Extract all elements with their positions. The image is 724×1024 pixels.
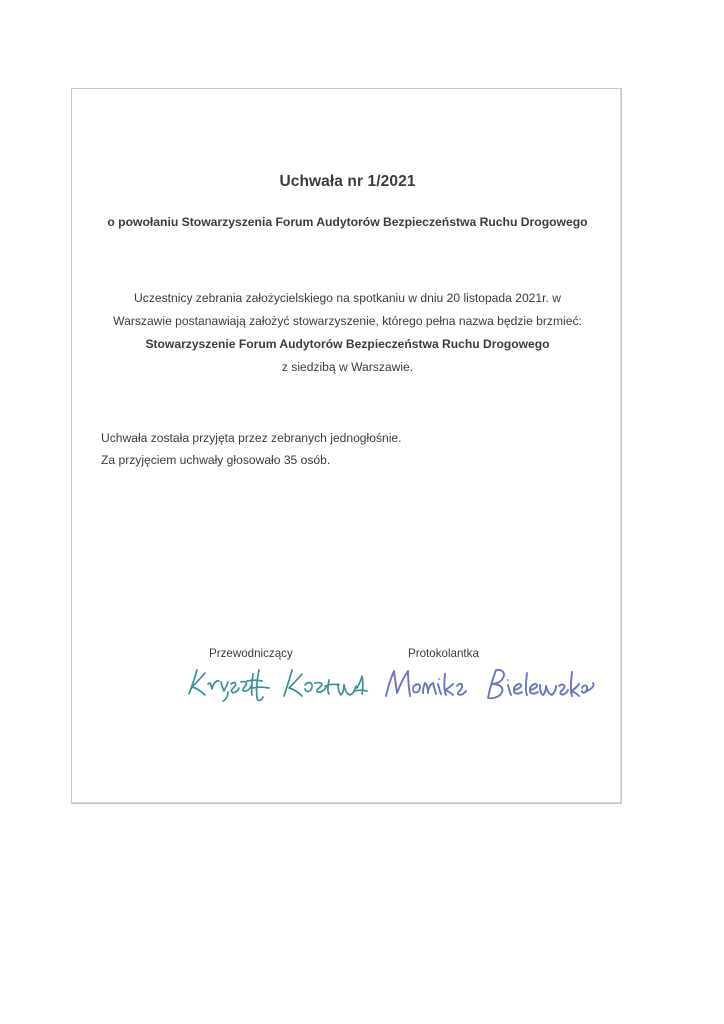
signature-block [72,646,623,756]
document-header [72,172,623,231]
vote-count-line: Za przyjęciem uchwały głosowało 35 osób. [101,453,331,467]
body-line: Warszawie postanawiają założyć stowarzyszenie, którego pełna nazwa będzie brzmieć: [113,314,582,328]
adoption-line: Uchwała została przyjęta przez zebranych jednogłośnie. [101,431,402,445]
adoption-statement-paragraph [101,427,601,471]
signature-role-label-chairman: Przewodniczący [209,647,293,660]
signature-group-clerk [408,646,479,662]
resolution-body-paragraph [72,287,623,379]
document-title: Uchwała nr 1/2021 [279,173,416,190]
association-name-line: Stowarzyszenie Forum Audytorów Bezpieczeństwa Ruchu Drogowego [145,337,550,351]
scanned-page-sheet [71,88,622,804]
handwritten-signature-chairman [181,660,371,706]
document-subtitle: o powołaniu Stowarzyszenia Forum Audytorów Bezpieczeństwa Ruchu Drogowego [107,215,588,229]
body-line: z siedzibą w Warszawie. [281,360,414,374]
handwritten-signature-clerk [380,660,595,710]
body-line: Uczestnicy zebrania założycielskiego na spotkaniu w dniu 20 listopada 2021r. w [134,291,561,305]
signature-role-label-clerk: Protokolantka [408,647,479,660]
signature-group-chairman [209,646,293,662]
